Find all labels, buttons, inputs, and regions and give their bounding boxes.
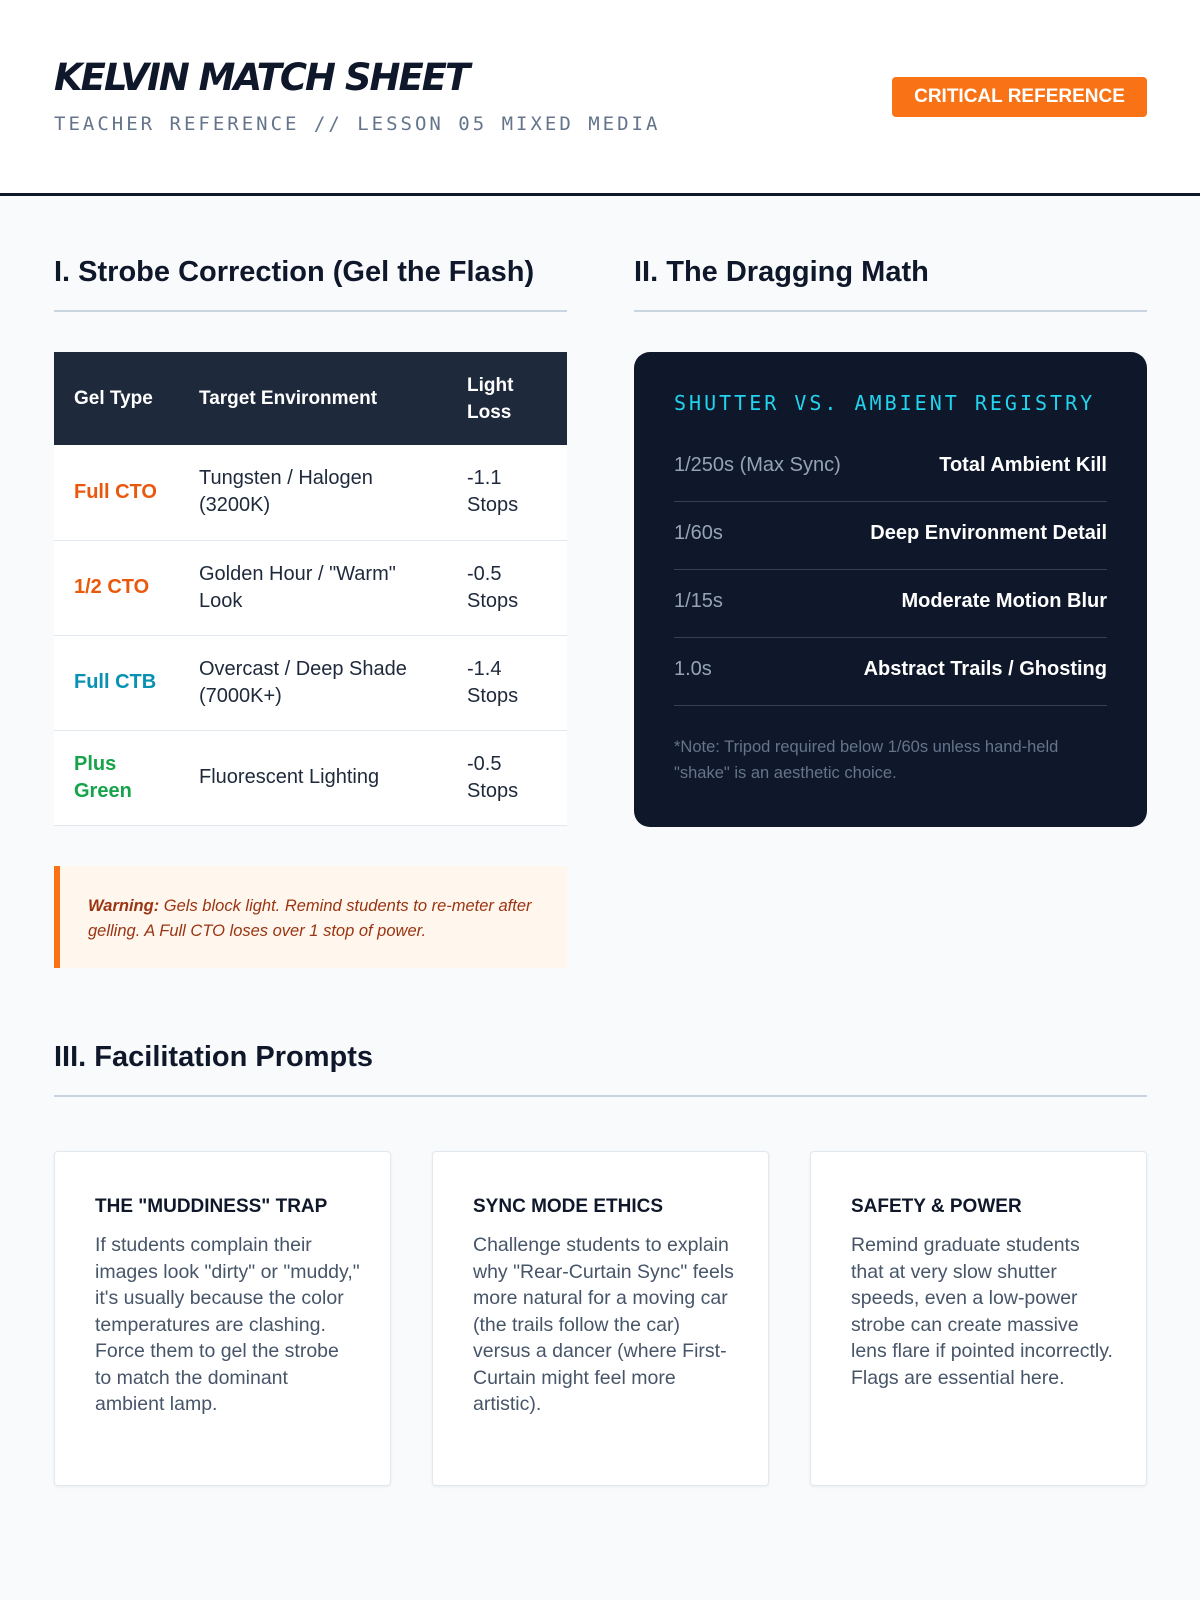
light-loss-cell: -0.5 Stops bbox=[447, 730, 567, 825]
gel-type-cell: Plus Green bbox=[54, 730, 179, 825]
registry-row bbox=[674, 502, 1107, 570]
tripod-note: *Note: Tripod required below 1/60s unless hand-held "shake" is an aesthetic choice. bbox=[674, 738, 1059, 782]
page-subtitle: TEACHER REFERENCE // LESSON 05 MIXED MEDIA bbox=[54, 113, 661, 135]
ambient-effect: Moderate Motion Blur bbox=[901, 590, 1107, 612]
light-loss-cell: -0.5 Stops bbox=[447, 540, 567, 635]
card-body: Remind graduate students that at very slow shutter speeds, even a low-power strobe can create massive lens flare if pointed incorrectly. Flags are essential here. bbox=[851, 1234, 1113, 1389]
ambient-effect: Total Ambient Kill bbox=[939, 454, 1107, 476]
table-row bbox=[54, 540, 567, 635]
light-loss-cell: -1.4 Stops bbox=[447, 635, 567, 730]
section-divider bbox=[54, 1095, 1147, 1097]
prompt-card-sync-mode bbox=[432, 1151, 769, 1486]
ambient-effect: Abstract Trails / Ghosting bbox=[863, 658, 1107, 680]
section-divider bbox=[634, 310, 1147, 312]
section-title-dragging-math: II. The Dragging Math bbox=[634, 256, 929, 288]
gel-type-cell: Full CTO bbox=[54, 445, 179, 540]
environment-cell: Tungsten / Halogen (3200K) bbox=[179, 445, 447, 540]
table-row bbox=[54, 635, 567, 730]
gel-type-cell: 1/2 CTO bbox=[54, 540, 179, 635]
registry-title: SHUTTER VS. AMBIENT REGISTRY bbox=[674, 391, 1096, 415]
section-divider bbox=[54, 310, 567, 312]
card-body: If students complain their images look "dirty" or "muddy," it's usually because the color temperatures are clashing. Force them to gel the strobe to match the dominant ambient lamp. bbox=[95, 1234, 360, 1415]
page-title: KELVIN MATCH SHEET bbox=[54, 56, 469, 99]
shutter-speed: 1/60s bbox=[674, 522, 723, 544]
page-header bbox=[0, 0, 1200, 196]
light-loss-cell: -1.1 Stops bbox=[447, 445, 567, 540]
environment-cell: Fluorescent Lighting bbox=[179, 730, 447, 825]
card-title: SAFETY & POWER bbox=[851, 1196, 1022, 1217]
table-row bbox=[54, 730, 567, 825]
warning-text: Gels block light. Remind students to re-meter after gelling. A Full CTO loses over 1 stop of power. bbox=[88, 897, 532, 940]
registry-row bbox=[674, 638, 1107, 706]
table-row bbox=[54, 445, 567, 540]
section-title-strobe-correction: I. Strobe Correction (Gel the Flash) bbox=[54, 256, 535, 288]
gel-warning-callout bbox=[54, 866, 567, 968]
column-header-light-loss: Light Loss bbox=[447, 352, 567, 445]
environment-cell: Golden Hour / "Warm" Look bbox=[179, 540, 447, 635]
prompt-card-safety-power bbox=[810, 1151, 1147, 1486]
table-header-row bbox=[54, 352, 567, 445]
warning-label: Warning: bbox=[88, 897, 160, 915]
card-title: SYNC MODE ETHICS bbox=[473, 1196, 664, 1217]
gel-table bbox=[54, 352, 567, 826]
column-header-gel-type: Gel Type bbox=[54, 352, 179, 445]
card-title: THE "MUDDINESS" TRAP bbox=[95, 1196, 328, 1217]
column-header-target-environment: Target Environment bbox=[179, 352, 447, 445]
prompt-card-muddiness bbox=[54, 1151, 391, 1486]
shutter-speed: 1/250s (Max Sync) bbox=[674, 454, 841, 476]
critical-reference-badge: CRITICAL REFERENCE bbox=[892, 77, 1147, 117]
registry-row bbox=[674, 570, 1107, 638]
gel-type-cell: Full CTB bbox=[54, 635, 179, 730]
shutter-registry-panel bbox=[634, 352, 1147, 827]
ambient-effect: Deep Environment Detail bbox=[870, 522, 1107, 544]
registry-row bbox=[674, 434, 1107, 502]
card-body: Challenge students to explain why "Rear-Curtain Sync" feels more natural for a moving car (the trails follow the car) versus a dancer (where First-Curtain might feel more artistic). bbox=[473, 1234, 734, 1415]
environment-cell: Overcast / Deep Shade (7000K+) bbox=[179, 635, 447, 730]
section-title-facilitation-prompts: III. Facilitation Prompts bbox=[54, 1041, 374, 1073]
shutter-speed: 1/15s bbox=[674, 590, 723, 612]
shutter-speed: 1.0s bbox=[674, 658, 712, 680]
